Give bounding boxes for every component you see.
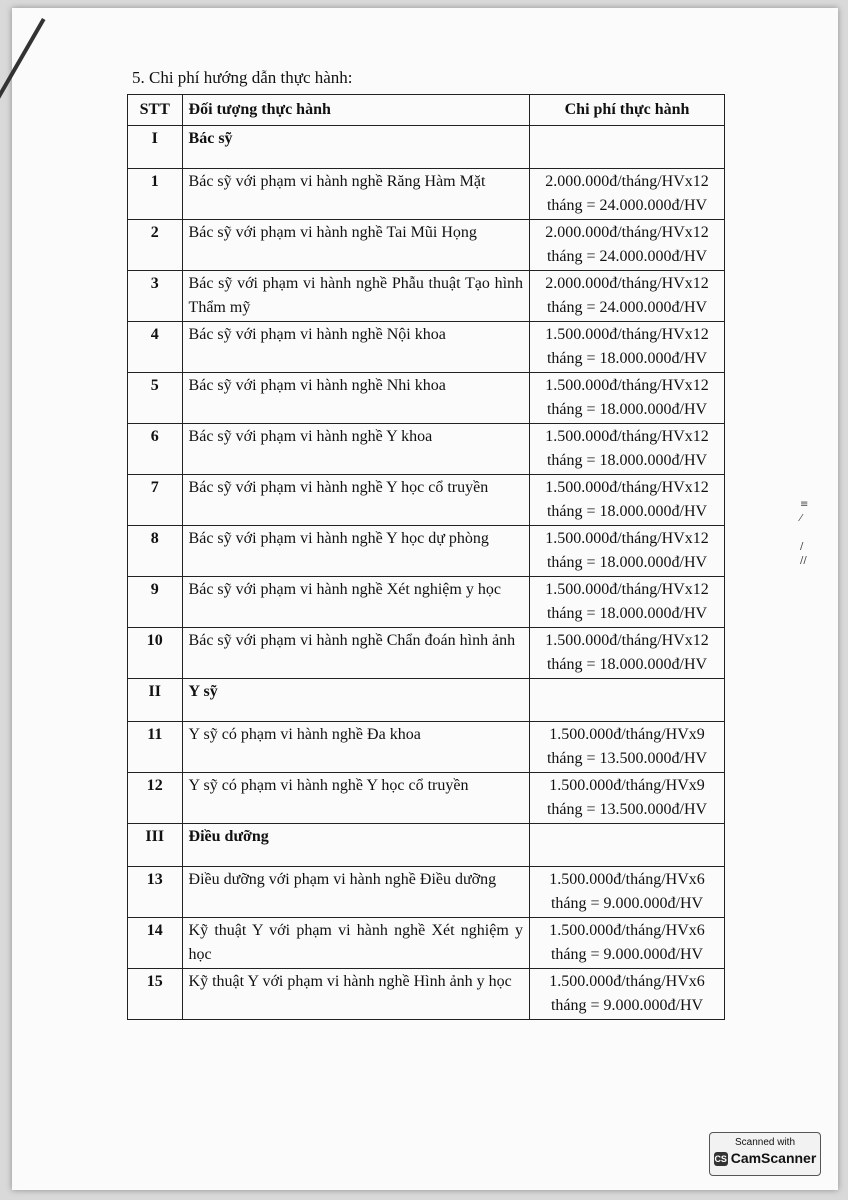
row-cost-line1: 1.500.000đ/tháng/HVx12 (545, 377, 709, 394)
row-object: Bác sỹ với phạm vi hành nghề Răng Hàm Mặt (182, 169, 529, 220)
row-stt: 1 (128, 169, 183, 220)
column-header-object: Đối tượng thực hành (182, 95, 529, 126)
row-cost-line2: tháng = 18.000.000đ/HV (546, 350, 708, 367)
row-cost (530, 628, 725, 679)
watermark-brand-text: CamScanner (730, 1150, 817, 1166)
row-stt: 6 (128, 424, 183, 475)
table-body (128, 126, 725, 1020)
row-cost-line1: 2.000.000đ/tháng/HVx12 (545, 275, 709, 292)
table-row (128, 918, 725, 969)
row-cost-line1: 1.500.000đ/tháng/HVx12 (545, 428, 709, 445)
section-cost-empty (530, 679, 725, 722)
row-cost-line2: tháng = 13.500.000đ/HV (546, 750, 708, 767)
row-stt: 8 (128, 526, 183, 577)
section-cost-empty (530, 824, 725, 867)
section-number: I (128, 126, 183, 169)
row-object: Y sỹ có phạm vi hành nghề Đa khoa (182, 722, 529, 773)
row-stt: 11 (128, 722, 183, 773)
row-cost (530, 169, 725, 220)
watermark-brand (710, 1150, 820, 1166)
row-cost-line2: tháng = 24.000.000đ/HV (546, 197, 708, 214)
row-cost (530, 220, 725, 271)
row-cost-line1: 1.500.000đ/tháng/HVx12 (545, 326, 709, 343)
camscanner-watermark (709, 1132, 821, 1176)
table-row (128, 373, 725, 424)
table-row (128, 169, 725, 220)
row-stt: 10 (128, 628, 183, 679)
watermark-top-text: Scanned with (734, 1137, 796, 1148)
row-cost-line2: tháng = 24.000.000đ/HV (546, 248, 708, 265)
table-row (128, 322, 725, 373)
table-row (128, 475, 725, 526)
row-cost (530, 867, 725, 918)
row-cost-line1: 1.500.000đ/tháng/HVx12 (545, 581, 709, 598)
table-row (128, 773, 725, 824)
row-stt: 14 (128, 918, 183, 969)
row-object: Bác sỹ với phạm vi hành nghề Y học dự phòng (182, 526, 529, 577)
table-header-row (128, 95, 725, 126)
section-row (128, 679, 725, 722)
table-row (128, 577, 725, 628)
page-fold-mark (0, 18, 45, 115)
row-cost (530, 424, 725, 475)
row-cost-line2: tháng = 9.000.000đ/HV (550, 946, 704, 963)
row-cost (530, 475, 725, 526)
row-object: Bác sỹ với phạm vi hành nghề Y học cổ truyền (182, 475, 529, 526)
row-stt: 2 (128, 220, 183, 271)
row-stt: 3 (128, 271, 183, 322)
row-stt: 7 (128, 475, 183, 526)
row-object: Bác sỹ với phạm vi hành nghề Nội khoa (182, 322, 529, 373)
row-cost-line2: tháng = 18.000.000đ/HV (546, 554, 708, 571)
row-cost-line2: tháng = 9.000.000đ/HV (550, 997, 704, 1014)
row-cost (530, 271, 725, 322)
row-stt: 13 (128, 867, 183, 918)
section-cost-empty (530, 126, 725, 169)
section-title: Y sỹ (182, 679, 529, 722)
row-cost-line2: tháng = 18.000.000đ/HV (546, 401, 708, 418)
camscanner-logo-icon: CS (714, 1154, 727, 1165)
table-row (128, 220, 725, 271)
row-cost-line1: 1.500.000đ/tháng/HVx12 (545, 530, 709, 547)
row-object: Kỹ thuật Y với phạm vi hành nghề Xét nghiệm y học (182, 918, 529, 969)
row-cost-line2: tháng = 18.000.000đ/HV (546, 452, 708, 469)
table-row (128, 424, 725, 475)
row-object: Bác sỹ với phạm vi hành nghề Tai Mũi Họng (182, 220, 529, 271)
row-stt: 4 (128, 322, 183, 373)
table-row (128, 628, 725, 679)
table-row (128, 722, 725, 773)
column-header-stt: STT (128, 95, 183, 126)
section-row (128, 126, 725, 169)
row-stt: 9 (128, 577, 183, 628)
section-title: Bác sỹ (182, 126, 529, 169)
section-row (128, 824, 725, 867)
row-stt: 15 (128, 969, 183, 1020)
row-cost (530, 722, 725, 773)
table-row (128, 969, 725, 1020)
row-object: Bác sỹ với phạm vi hành nghề Xét nghiệm y học (182, 577, 529, 628)
row-object: Bác sỹ với phạm vi hành nghề Nhi khoa (182, 373, 529, 424)
row-stt: 12 (128, 773, 183, 824)
row-cost-line1: 1.500.000đ/tháng/HVx12 (545, 479, 709, 496)
section-number: II (128, 679, 183, 722)
row-object: Bác sỹ với phạm vi hành nghề Chẩn đoán hình ảnh (182, 628, 529, 679)
row-object: Điều dưỡng với phạm vi hành nghề Điều dưỡng (182, 867, 529, 918)
row-cost (530, 526, 725, 577)
row-cost-line1: 1.500.000đ/tháng/HVx9 (549, 726, 705, 743)
section-heading: 5. Chi phí hướng dẫn thực hành: (132, 68, 353, 87)
row-cost-line2: tháng = 13.500.000đ/HV (546, 801, 708, 818)
row-cost-line1: 1.500.000đ/tháng/HVx6 (549, 973, 705, 990)
row-cost (530, 577, 725, 628)
row-object: Y sỹ có phạm vi hành nghề Y học cổ truyền (182, 773, 529, 824)
row-cost-line2: tháng = 18.000.000đ/HV (546, 656, 708, 673)
row-cost-line2: tháng = 9.000.000đ/HV (550, 895, 704, 912)
row-cost-line1: 1.500.000đ/tháng/HVx12 (545, 632, 709, 649)
cost-table (127, 94, 725, 1020)
row-object: Kỹ thuật Y với phạm vi hành nghề Hình ảnh y học (182, 969, 529, 1020)
row-cost (530, 322, 725, 373)
row-cost-line1: 1.500.000đ/tháng/HVx9 (549, 777, 705, 794)
row-object: Bác sỹ với phạm vi hành nghề Y khoa (182, 424, 529, 475)
column-header-cost: Chi phí thực hành (530, 95, 725, 126)
row-cost (530, 918, 725, 969)
row-cost-line2: tháng = 18.000.000đ/HV (546, 503, 708, 520)
row-cost (530, 969, 725, 1020)
row-object: Bác sỹ với phạm vi hành nghề Phẫu thuật Tạo hình Thẩm mỹ (182, 271, 529, 322)
section-number: III (128, 824, 183, 867)
row-cost-line1: 1.500.000đ/tháng/HVx6 (549, 922, 705, 939)
row-cost-line2: tháng = 18.000.000đ/HV (546, 605, 708, 622)
table-row (128, 867, 725, 918)
row-cost-line1: 1.500.000đ/tháng/HVx6 (549, 871, 705, 888)
row-cost-line1: 2.000.000đ/tháng/HVx12 (545, 224, 709, 241)
row-cost (530, 373, 725, 424)
row-cost-line2: tháng = 24.000.000đ/HV (546, 299, 708, 316)
row-cost-line1: 2.000.000đ/tháng/HVx12 (545, 173, 709, 190)
table-row (128, 271, 725, 322)
table-row (128, 526, 725, 577)
scanned-page (12, 8, 838, 1190)
margin-stamp-marks: ≡ ⁄ / // (800, 499, 809, 566)
section-title: Điều dưỡng (182, 824, 529, 867)
row-cost (530, 773, 725, 824)
row-stt: 5 (128, 373, 183, 424)
